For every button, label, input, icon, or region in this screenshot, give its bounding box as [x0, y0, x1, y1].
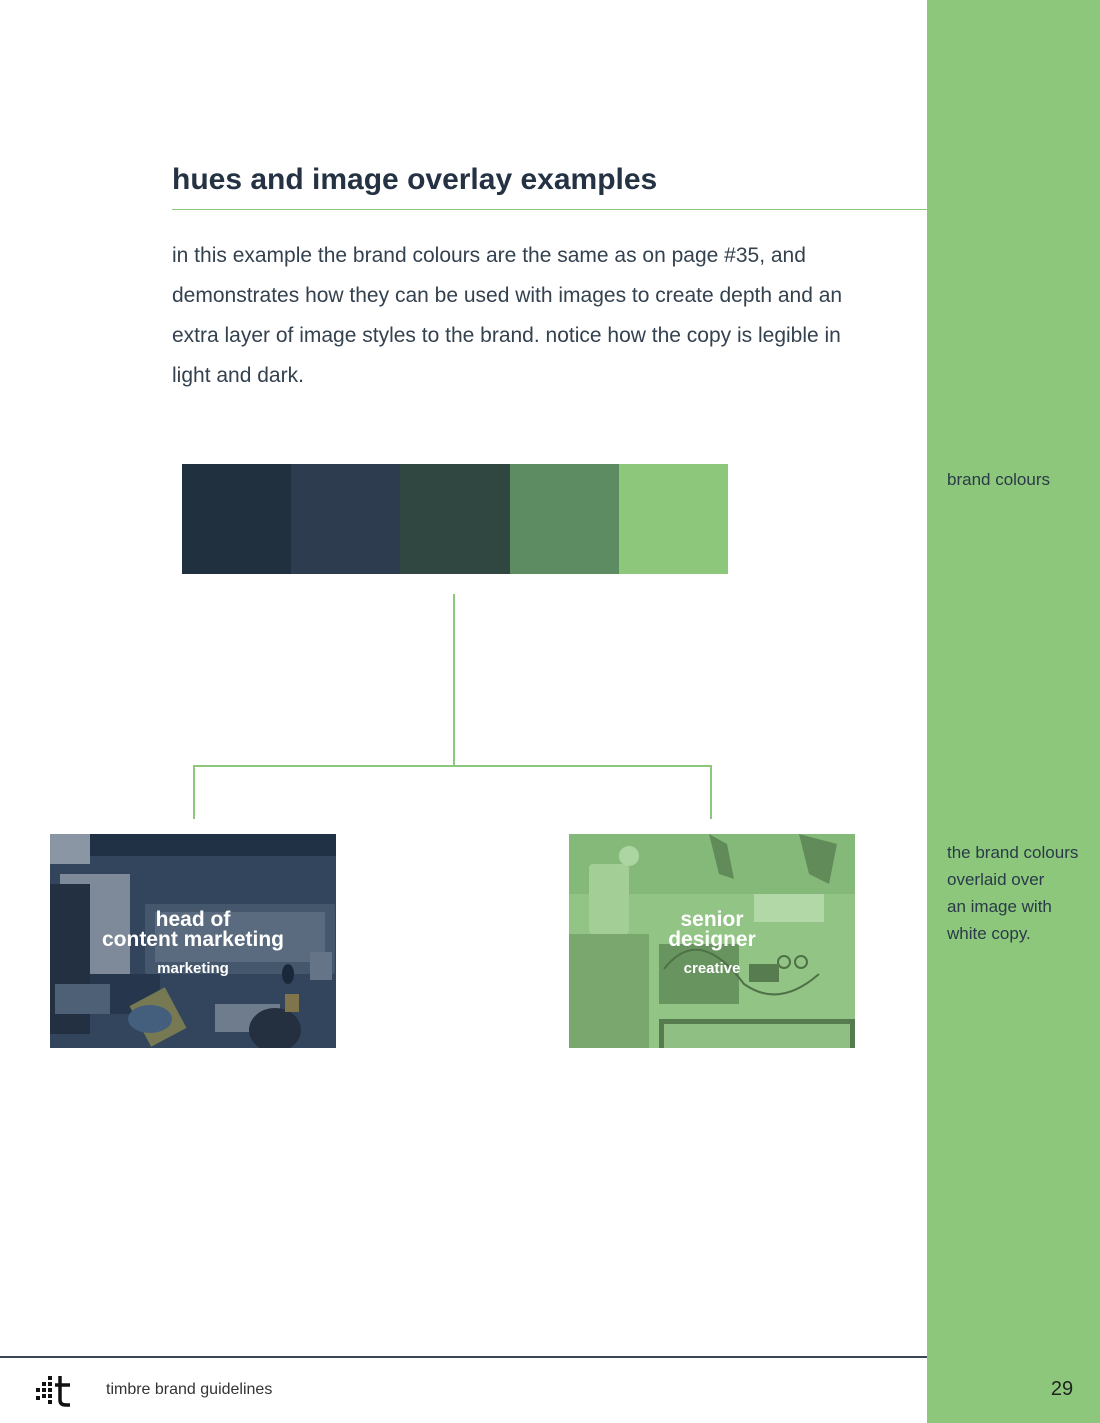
footer-rule	[0, 1356, 927, 1358]
colour-swatch-3	[400, 464, 509, 574]
overlay-example-dark	[50, 834, 336, 1048]
card-title-line: content marketing	[101, 928, 285, 951]
card-title-line: head of	[155, 908, 231, 931]
intro-line: light and dark.	[172, 364, 304, 387]
sidebar-note-line: the brand colours	[947, 843, 1079, 862]
sidebar-note-line: overlaid over	[947, 870, 1045, 889]
right-sidebar-band	[927, 0, 1100, 1423]
footer-brand-text: timbre brand guidelines	[106, 1381, 273, 1398]
intro-line: extra layer of image styles to the brand. notice how the copy is legible in	[172, 324, 841, 347]
colour-swatch-5	[619, 464, 728, 574]
colour-swatch-1	[182, 464, 291, 574]
title-underline	[172, 209, 927, 210]
connector-left-drop	[193, 765, 195, 819]
intro-line: demonstrates how they can be used with images to create depth and an	[172, 284, 843, 307]
overlay-example-light	[569, 834, 855, 1048]
sidebar-note-overlay	[947, 839, 1087, 947]
sidebar-note-line: white copy.	[947, 924, 1031, 943]
timbre-logo-icon	[34, 1374, 74, 1408]
sidebar-note-line: an image with	[947, 897, 1052, 916]
connector-horizontal	[193, 765, 712, 767]
card-subtitle: marketing	[157, 960, 229, 977]
colour-swatch-4	[510, 464, 619, 574]
intro-paragraph	[172, 236, 852, 396]
intro-line: in this example the brand colours are the same as on page #35, and	[172, 244, 806, 267]
colour-swatch-2	[291, 464, 400, 574]
card-subtitle: creative	[683, 960, 741, 977]
page-title: hues and image overlay examples	[172, 163, 658, 196]
connector-vertical-top	[453, 594, 455, 766]
card-title	[50, 910, 336, 950]
card-title	[569, 910, 855, 950]
sidebar-note-brand-colours: brand colours	[947, 470, 1051, 489]
card-title-line: senior	[680, 908, 744, 931]
page-number: 29	[1050, 1378, 1074, 1400]
connector-right-drop	[710, 765, 712, 819]
card-title-line: designer	[668, 928, 756, 951]
brand-colour-swatches	[182, 464, 728, 574]
